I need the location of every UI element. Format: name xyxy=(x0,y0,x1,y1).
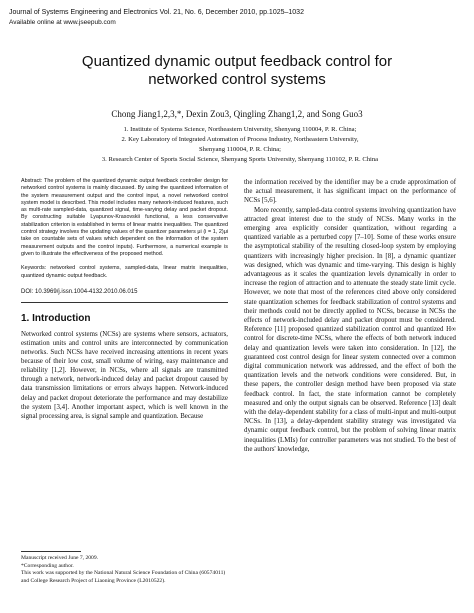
journal-header xyxy=(9,8,304,28)
intro-paragraph: Networked control systems (NCSs) are systems where sensors, actuators, estimation units and control units are interconnected by communication networks. Such NCSs have received increasing attentions in recent years because of their low cost, small volume of wiring, easy maintenance and reliability [1,2]. However, in NCSs, where all signals are transmitted through a network, network-induced delay and packet dropout caused by data transmission limitations or errors always happen. Network-induced delay and packet dropout deteriorate the performance and may destabilize the system [3,4]. Another important aspect, which is well known in the signal processing area, is signal sample and quantization. Because xyxy=(21,330,228,420)
section-heading: 1. Introduction xyxy=(21,312,91,324)
footnote-separator xyxy=(21,551,81,552)
author-list: Chong Jiang1,2,3,*, Dexin Zou3, Qingling Zhang1,2, and Song Guo3 xyxy=(111,109,363,119)
journal-citation: Journal of Systems Engineering and Electronics Vol. 21, No. 6, December 2010, pp.1025–1032 xyxy=(9,9,304,16)
journal-url: Available online at www.jseepub.com xyxy=(9,19,116,26)
right-column xyxy=(244,178,456,454)
affiliation-3: 3. Research Center of Sports Social Science, Shenyang Sports University, Shenyang 110102, P. R. China xyxy=(101,156,379,163)
keywords: Keywords: networked control systems, sampled-data, linear matrix inequalities, quantized dynamic output feedback. xyxy=(21,265,228,279)
affiliations xyxy=(70,125,410,165)
affiliation-2: 2. Key Laboratory of Integrated Automation of Process Industry, Northeastern University, xyxy=(121,136,359,143)
doi: DOI: 10.3969/j.issn.1004-4132.2010.06.015 xyxy=(21,288,138,295)
divider xyxy=(21,302,228,303)
title-line-2: networked control systems xyxy=(148,71,326,88)
title-line-1: Quantized dynamic output feedback control for xyxy=(81,53,393,70)
affiliation-1: 1. Institute of Systems Science, Northeastern University, Shenyang 110004, P. R. China; xyxy=(123,126,357,133)
paper-title xyxy=(0,53,474,89)
footnotes xyxy=(21,551,228,585)
footnote-corresponding: *Corresponding author. xyxy=(21,562,74,569)
right-paragraph-2: More recently, sampled-data control systems involving quantization have attracted great interest due to the study of NCSs. Many works in the emerging area explicitly consider quantization, without regarding a quantized variable as a perturbed copy [7–10]. Some of these works ensure the asymptotical stability of the resulting closed-loop system by employing quantizers with increasingly higher precision. In [8], a dynamic quantizer was designed, which was dynamic and time-varying. This design is highly advantageous as it scales the quantization levels dynamically in order to increase the region of attraction and to attenuate the steady state limit cycle. However, we note that most of the references cited above only considered state quantization schemes for feedback stabilization of control systems and their methods could not be directly applied to NCSs, because in NCSs the effects of network-included delay and packet dropout must be considered. Reference [11] proposed quantized stabilization control and quantized H∞ control for discrete-time NCSs, where the effects of both network induced delay and quantization levels were taken into consideration. In [12], the guaranteed cost control design for linear system connected over a common digital communication network was addressed, and the effect of both the quantization levels and the network conditions were considered. But, in these papers, the controller design method have been proposed via state feedback control. In fact, the state information cannot be completely measured and only the output signals can be observed. Reference [13] dealt with the delay-dependent stability for a class of multi-input and multi-output NCSs. In [13], a delay-dependent stability strategy was investigated via dynamic output feedback control, but the problem of solving linear matrix inequalities (LMIs) for controller parameters was not studied. To the best of the authors' knowledge, xyxy=(244,206,457,453)
right-paragraph-1: the information received by the identifier may be a crude approximation of the actual measurement, it has significant impact on the performance of NCSs [5,6]. xyxy=(244,179,456,205)
footnote-funding: This work was supported by the National Natural Science Foundation of China (60574011) and College Research Project of Liaoning Province (L2010522). xyxy=(21,570,226,584)
abstract: Abstract: The problem of the quantized dynamic output feedback controller design for networked control systems is mainly discussed. By using the quantized information of the system measurement output and the control input, a novel networked control system model is described. This model includes many network-induced features, such as multi-rate sampled-data, quantized signal, time-varying delay and packet dropout. By constructing suitable Lyapunov-Krasovskii functional, a less conservative stabilization criterion is established in terms of linear matrix inequalities. The quantized control strategy involves the updating values of the quantizer parameters μi (i = 1, 2)μi take on countable sets of values which dependent on the information of the system measurement outputs and the control inputs). Furthermore, a numerical example is given to illustrate the effectiveness of the proposed method. xyxy=(21,178,228,257)
footnote-received: Manuscript received June 7, 2009. xyxy=(21,555,99,561)
affiliation-2-cont: Shenyang 110004, P. R. China; xyxy=(199,146,281,153)
left-column xyxy=(21,178,228,421)
